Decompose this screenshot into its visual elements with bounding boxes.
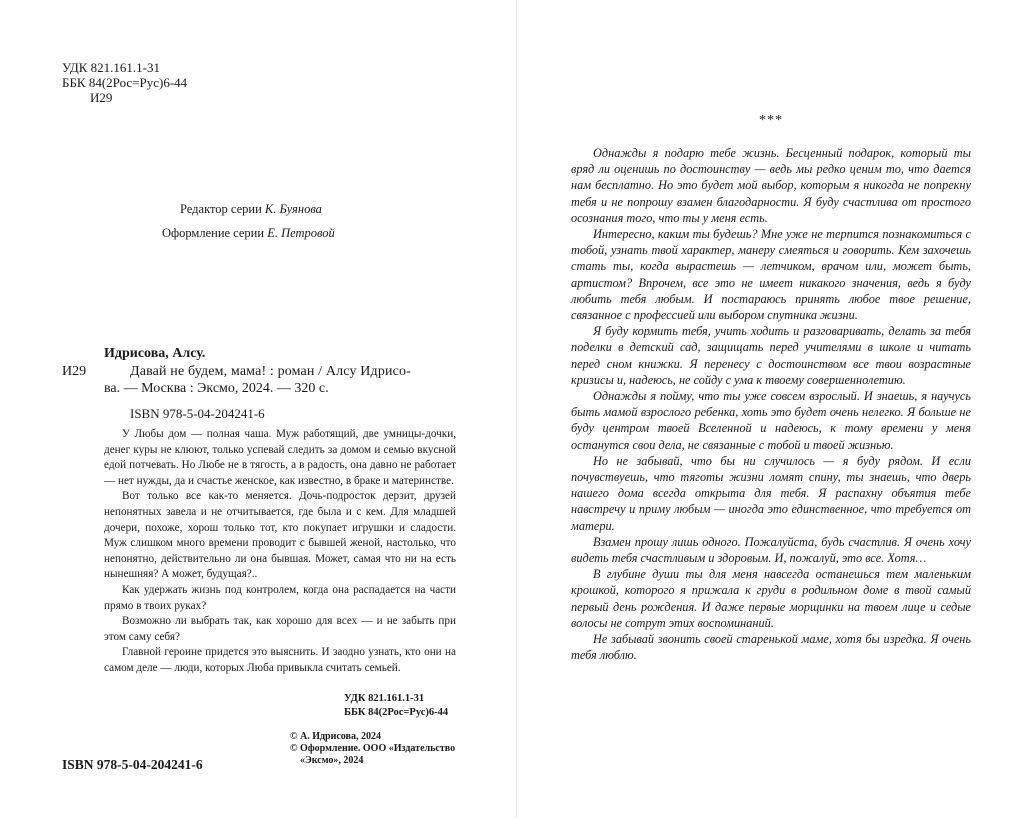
text-paragraph: Однажды я пойму, что ты уже совсем взрослый. И знаешь, я научусь быть мамой взрослого ребенка, хоть это будет очень нелегко. Я больше не буду центром твоей Вселенной и надеюсь, к тому времени у меня останутся свои дела, не связанные с тобой и твоей жизнью.: [571, 389, 971, 452]
text-paragraph: В глубине души ты для меня навсегда останешься тем маленьким крошкой, которого я прижала к груди в родильном доме в твой самый первый день рождения. И даже первые морщинки на твоем лице и седые волосы не сотрут этих воспоминаний.: [571, 567, 971, 630]
bbk-code-small: ББК 84(2Рос=Рус)6-44: [344, 707, 449, 718]
copyright-publisher: «Эксмо», 2024: [300, 755, 364, 766]
series-design-credit: [162, 226, 335, 241]
udk-code-small: УДК 821.161.1-31: [344, 693, 425, 704]
classification-codes-small: [344, 692, 448, 720]
section-separator: ***: [759, 113, 783, 128]
catalog-title-line-1: Давай не будем, мама! : роман / Алсу Идрисо-: [130, 364, 411, 379]
series-editor-name: К. Буянова: [264, 202, 322, 216]
catalog-isbn: ISBN 978-5-04-204241-6: [130, 406, 265, 421]
text-paragraph: Не забывай звонить своей старенькой маме, хотя бы изредка. Я очень тебя люблю.: [571, 632, 971, 663]
series-editor-label: Редактор серии: [180, 202, 262, 216]
text-paragraph: Интересно, каким ты будешь? Мне уже не терпится познакомиться с тобой, узнать твой характер, манеру смеяться и говорить. Кем захочешь стать ты, когда вырастешь — летчиком, врачом или, может быть, артистом? Впрочем, все это не имеет никакого значения, ведь я буду любить тебя любым. И постараюсь принять любое твое решение, связанное с профессией или выбором спутника жизни.: [571, 227, 971, 323]
text-paragraph: Взамен прошу лишь одного. Пожалуйста, будь счастлив. Я очень хочу видеть тебя счастливым и здоровым. И, пожалуй, это все. Хотя…: [571, 534, 971, 566]
annotation: [104, 427, 456, 677]
series-editor-credit: [180, 202, 322, 217]
annotation-paragraph: Как удержать жизнь под контролем, когда она распадается на части прямо в твоих руках?: [104, 583, 456, 612]
text-paragraph: Однажды я подарю тебе жизнь. Бесценный подарок, который ты вряд ли оценишь по достоинству — ведь мы редко ценим то, что дается нам бесплатно. Но это будет мой выбор, которым я никогда не попрекну тебя и не попрошу взамен благодарности. Я буду счастлива от простого осознания того, что ты у меня есть.: [571, 146, 971, 225]
author-mark: И29: [90, 90, 113, 105]
copyright-author: © А. Идрисова, 2024: [290, 731, 381, 742]
annotation-paragraph: Главной героине придется это выяснить. И заодно узнать, кто они на самом деле — люди, которых Люба привыкла считать семьей.: [104, 646, 456, 674]
classification-codes: [62, 60, 187, 105]
text-paragraph: Я буду кормить тебя, учить ходить и разговаривать, делать за тебя поделки в детский сад, защищать перед учителями в школе и читать перед сном книжки. Я перенесу с достоинством все твои возрастные кризисы и, надеюсь, не сойду с ума к твоему совершеннолетию.: [571, 324, 971, 387]
annotation-paragraph: Вот только все как-то меняется. Дочь-подросток дерзит, друзей непонятных завела и не отчитывается, где была и с кем. Для младшей дочери, похоже, хорош только тот, кто покупает игрушки и сладости. Муж слишком много времени проводит с бывшей женой, настолько, что непонятно, действительно ли она бывшая. Может, самая что ни на есть нынешняя? А может, будущая?..: [104, 490, 456, 581]
series-design-label: Оформление серии: [162, 226, 265, 240]
catalog-author: Идрисова, Алсу.: [104, 346, 206, 361]
copyright-design: © Оформление. ООО «Издательство: [290, 743, 456, 754]
annotation-paragraph: Возможно ли выбрать так, как хорошо для всех — и не забыть при этом саму себя?: [104, 615, 456, 643]
bbk-code: ББК 84(2Рос=Рус)6-44: [62, 75, 188, 90]
annotation-paragraph: У Любы дом — полная чаша. Муж работящий, две умницы-дочки, денег куры не клюют, только успевай следить за домом и семью вкусной едой потчевать. Но Любе не в тягость, а в радость, она давно не работает — нет нужды, да и счастье женское, как известно, в браке и материнстве.: [104, 428, 456, 487]
series-design-name: Е. Петровой: [267, 226, 335, 240]
isbn-bottom: ISBN 978-5-04-204241-6: [62, 757, 203, 772]
copyright-block: [290, 731, 455, 767]
text-paragraph: Но не забывай, что бы ни случилось — я буду рядом. И если почувствуешь, что тяготы жизни ломят спину, ты знаешь, что дверь нашего дома всегда открыта для тебя. Я распахну объятия тебе навстречу и приму любым — иногда это единственное, что требуется от матери.: [571, 453, 971, 533]
catalog-mark: И29: [62, 364, 87, 379]
catalog-title-line-2: ва. — Москва : Эксмо, 2024. — 320 с.: [104, 381, 329, 396]
epigraph-text: [571, 145, 971, 664]
udk-code: УДК 821.161.1-31: [62, 60, 161, 75]
